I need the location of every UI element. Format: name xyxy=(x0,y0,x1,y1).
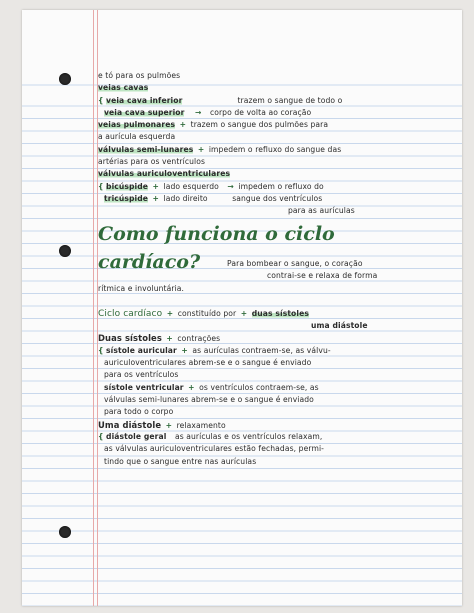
note-line xyxy=(98,169,230,178)
note-text: e tó para os pulmões xyxy=(98,71,181,80)
note-text: trazem o sangue dos pulmões para xyxy=(190,120,329,129)
note-line xyxy=(104,444,324,453)
note-text: sangue dos ventrículos xyxy=(232,194,323,203)
note-text: relaxamento xyxy=(176,421,226,430)
term-veia-cava-superior: veia cava superior xyxy=(104,108,185,117)
note-line xyxy=(98,346,331,355)
note-line xyxy=(227,259,363,268)
plus-icon: + xyxy=(152,182,160,191)
note-text: corpo de volta ao coração xyxy=(209,108,312,117)
note-line xyxy=(98,284,184,293)
punch-hole xyxy=(59,526,71,538)
plus-icon: + xyxy=(166,309,174,318)
section-title xyxy=(98,251,200,273)
note-line xyxy=(98,145,341,154)
note-text: tindo que o sangue entre nas aurículas xyxy=(104,457,257,466)
note-text: as aurículas e os ventrículos relaxam, xyxy=(174,432,323,441)
term-veias-pulmonares: veias pulmonares xyxy=(98,120,176,129)
plus-icon: + xyxy=(166,334,173,343)
note-line xyxy=(98,83,148,92)
note-text: contrações xyxy=(177,334,221,343)
note-text: contrai-se e relaxa de forma xyxy=(267,271,378,280)
term-sistole-auricular: sístole auricular xyxy=(106,346,177,355)
note-text: impedem o refluxo do xyxy=(238,182,324,191)
margin-line xyxy=(93,10,94,606)
note-text: auriculoventriculares abrem-se e o sangue é enviado xyxy=(104,358,312,367)
note-line xyxy=(104,194,322,203)
note-text: as válvulas auriculoventriculares estão fechadas, permi- xyxy=(104,444,324,453)
note-text: para as aurículas xyxy=(288,206,355,215)
plus-icon: + xyxy=(179,120,187,129)
term-duas-sistoles: duas sístoles xyxy=(251,309,309,318)
note-text: os ventrículos contraem-se, as xyxy=(199,383,319,392)
brace-glyph: { xyxy=(98,182,104,191)
note-line xyxy=(98,120,328,129)
note-line xyxy=(288,206,355,215)
note-text: válvulas semi-lunares abrem-se e o sangue é enviado xyxy=(104,395,314,404)
note-text: Para bombear o sangue, o coração xyxy=(227,259,363,268)
note-text: para todo o corpo xyxy=(104,407,174,416)
note-line xyxy=(104,407,173,416)
note-line xyxy=(104,108,311,117)
term-veia-cava-inferior: veia cava inferior xyxy=(106,96,183,105)
term-tricuspide: tricúspide xyxy=(104,194,149,203)
term-uma-diastole: uma diástole xyxy=(311,321,368,330)
note-text: rítmica e involuntária. xyxy=(98,284,185,293)
punch-hole xyxy=(59,73,71,85)
note-line xyxy=(98,71,180,80)
top-margin xyxy=(22,10,462,80)
note-line xyxy=(311,321,368,330)
note-line xyxy=(104,358,311,367)
note-text: a aurícula esquerda xyxy=(98,132,176,141)
plus-icon: + xyxy=(165,421,173,430)
note-line xyxy=(104,395,314,404)
punch-hole xyxy=(59,245,71,257)
plus-icon: + xyxy=(188,383,195,392)
note-line xyxy=(98,432,322,441)
note-text: constituído por xyxy=(177,309,237,318)
note-line xyxy=(98,182,324,191)
note-line xyxy=(98,333,220,343)
note-line xyxy=(98,420,226,430)
brace-glyph: { xyxy=(98,346,104,355)
note-text: lado esquerdo xyxy=(163,182,219,191)
note-line xyxy=(98,157,205,166)
term-valvulas-semilunares: válvulas semi-lunares xyxy=(98,145,194,154)
note-text: as aurículas contraem-se, as válvu- xyxy=(192,346,331,355)
term-ciclo-cardiaco: Ciclo cardíaco xyxy=(98,309,163,319)
note-line xyxy=(267,271,377,280)
brace-glyph: { xyxy=(98,96,104,105)
term-valvulas-av: válvulas auriculoventriculares xyxy=(98,169,231,178)
heading-veias-cavas: veias cavas xyxy=(98,83,149,92)
plus-icon: + xyxy=(181,346,188,355)
plus-icon: + xyxy=(240,309,248,318)
note-line xyxy=(98,309,309,319)
heading-duas-sistoles: Duas sístoles xyxy=(98,333,162,343)
arrow-icon: → xyxy=(194,108,202,117)
plus-icon: + xyxy=(197,145,205,154)
note-text: para os ventrículos xyxy=(104,370,179,379)
plus-icon: + xyxy=(152,194,160,203)
note-text: trazem o sangue de todo o xyxy=(237,96,343,105)
note-text: lado direito xyxy=(163,194,208,203)
arrow-icon: → xyxy=(227,182,234,191)
notebook-page xyxy=(22,10,462,606)
heading-uma-diastole: Uma diástole xyxy=(98,420,162,430)
note-line xyxy=(98,96,342,105)
note-text: impedem o refluxo do sangue das xyxy=(208,145,342,154)
note-text: artérias para os ventrículos xyxy=(98,157,206,166)
term-diastole-geral: diástole geral xyxy=(106,432,167,441)
title-line-2: cardíaco? xyxy=(98,251,201,273)
note-line xyxy=(104,457,256,466)
section-title xyxy=(98,223,335,245)
term-sistole-ventricular: sístole ventricular xyxy=(104,383,184,392)
term-bicuspide: bicúspide xyxy=(106,182,149,191)
note-line xyxy=(104,370,178,379)
note-line xyxy=(104,383,319,392)
note-line xyxy=(98,132,175,141)
title-line-1: Como funciona o ciclo xyxy=(98,223,335,245)
brace-glyph: { xyxy=(98,432,104,441)
